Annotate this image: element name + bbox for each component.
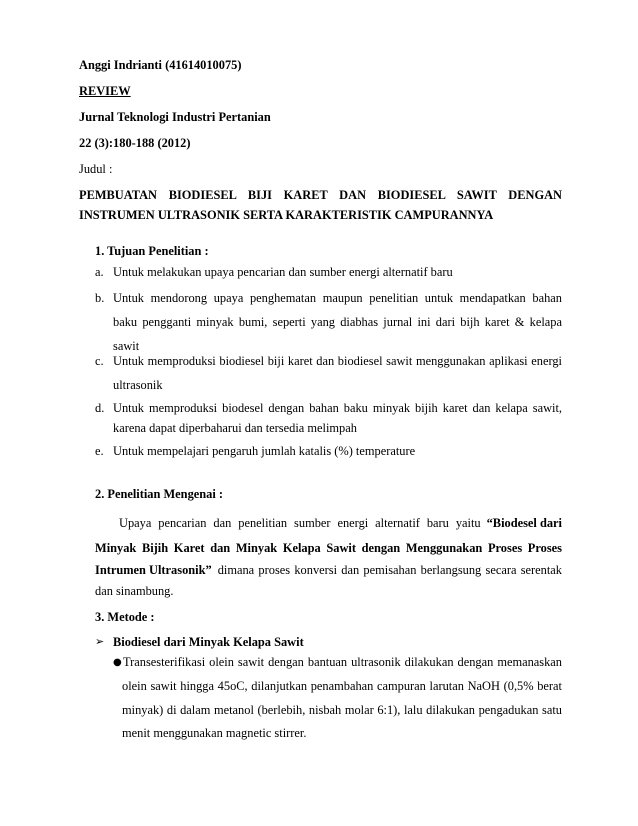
item-c-line-1: Untuk memproduksi biodiesel biji karet dan biodiesel sawit menggunakan aplikasi energi (113, 354, 562, 368)
item-e-line-1: Untuk mempelajari pengaruh jumlah katalis (%) temperature (113, 444, 416, 458)
section-2-line-3-text: dimana proses konversi dan pemisahan berlangsung secara serentak (217, 563, 562, 577)
section-2-line-1-text: Upaya pencarian dan penelitian sumber energi alternatif baru yaitu (119, 516, 481, 530)
section-2-line-1-bold: “Biodesel dari (486, 516, 562, 530)
item-c-marker: c. (95, 354, 104, 368)
judul-label: Judul : (79, 162, 113, 176)
method-line-2: olein sawit hingga 45oC, dilanjutkan penambahan campuran larutan NaOH (0,5% berat (122, 679, 562, 693)
arrow-bullet-icon: ➢ (95, 635, 105, 648)
item-a-line-1: Untuk melakukan upaya pencarian dan sumber energi alternatif baru (113, 265, 453, 279)
section-2-line-1 (119, 517, 562, 529)
author-line: Anggi Indrianti (41614010075) (79, 58, 242, 72)
item-b-line-2: baku pengganti minyak bumi, seperti yang diabhas jurnal ini dari bijh karet & kelapa (113, 315, 562, 329)
method-line-1: Transesterifikasi olein sawit dengan bantuan ultrasonik dilakukan dengan memanaskan (123, 655, 562, 669)
review-label: REVIEW (79, 84, 131, 98)
section-2-line-4: dan sinambung. (95, 584, 174, 598)
dot-bullet-icon: ● (113, 657, 122, 668)
item-d-line-1: Untuk memproduksi biodesel dengan bahan baku minyak bijih karet dan kelapa sawit, (113, 401, 562, 415)
section-3-heading: 3. Metode : (95, 610, 155, 624)
section-2-heading: 2. Penelitian Mengenai : (95, 487, 224, 501)
method-line-4: menit menggunakan magnetic stirrer. (122, 726, 307, 740)
item-b-line-3: sawit (113, 339, 140, 353)
item-e-marker: e. (95, 444, 104, 458)
item-a-marker: a. (95, 265, 104, 279)
section-2-line-3-bold: Intrumen Ultrasonik” (95, 563, 212, 577)
item-b-line-1: Untuk mendorong upaya penghematan maupun penelitian untuk mendapatkan bahan (113, 291, 562, 305)
section-1-heading: 1. Tujuan Penelitian : (95, 244, 209, 258)
section-2-line-3 (95, 564, 562, 576)
method-line-3: minyak) di dalam metanol (berlebih, nisbah molar 6:1), lalu dilakukan pengadukan satu (122, 703, 562, 717)
title-line-2: INSTRUMEN ULTRASONIK SERTA KARAKTERISTIK CAMPURANNYA (79, 208, 494, 222)
section-3-subheading: Biodiesel dari Minyak Kelapa Sawit (113, 635, 304, 649)
item-c-line-2: ultrasonik (113, 378, 163, 392)
title-line-1: PEMBUATAN BIODIESEL BIJI KARET DAN BIODIESEL SAWIT DENGAN (79, 188, 562, 202)
journal-volume: 22 (3):180-188 (2012) (79, 136, 191, 150)
journal-name: Jurnal Teknologi Industri Pertanian (79, 110, 271, 124)
item-d-line-2: karena dapat diperbaharui dan tersedia melimpah (113, 421, 357, 435)
item-d-marker: d. (95, 401, 105, 415)
item-b-marker: b. (95, 291, 105, 305)
section-2-line-2: Minyak Bijih Karet dan Minyak Kelapa Sawit dengan Menggunakan Proses Proses (95, 541, 562, 555)
